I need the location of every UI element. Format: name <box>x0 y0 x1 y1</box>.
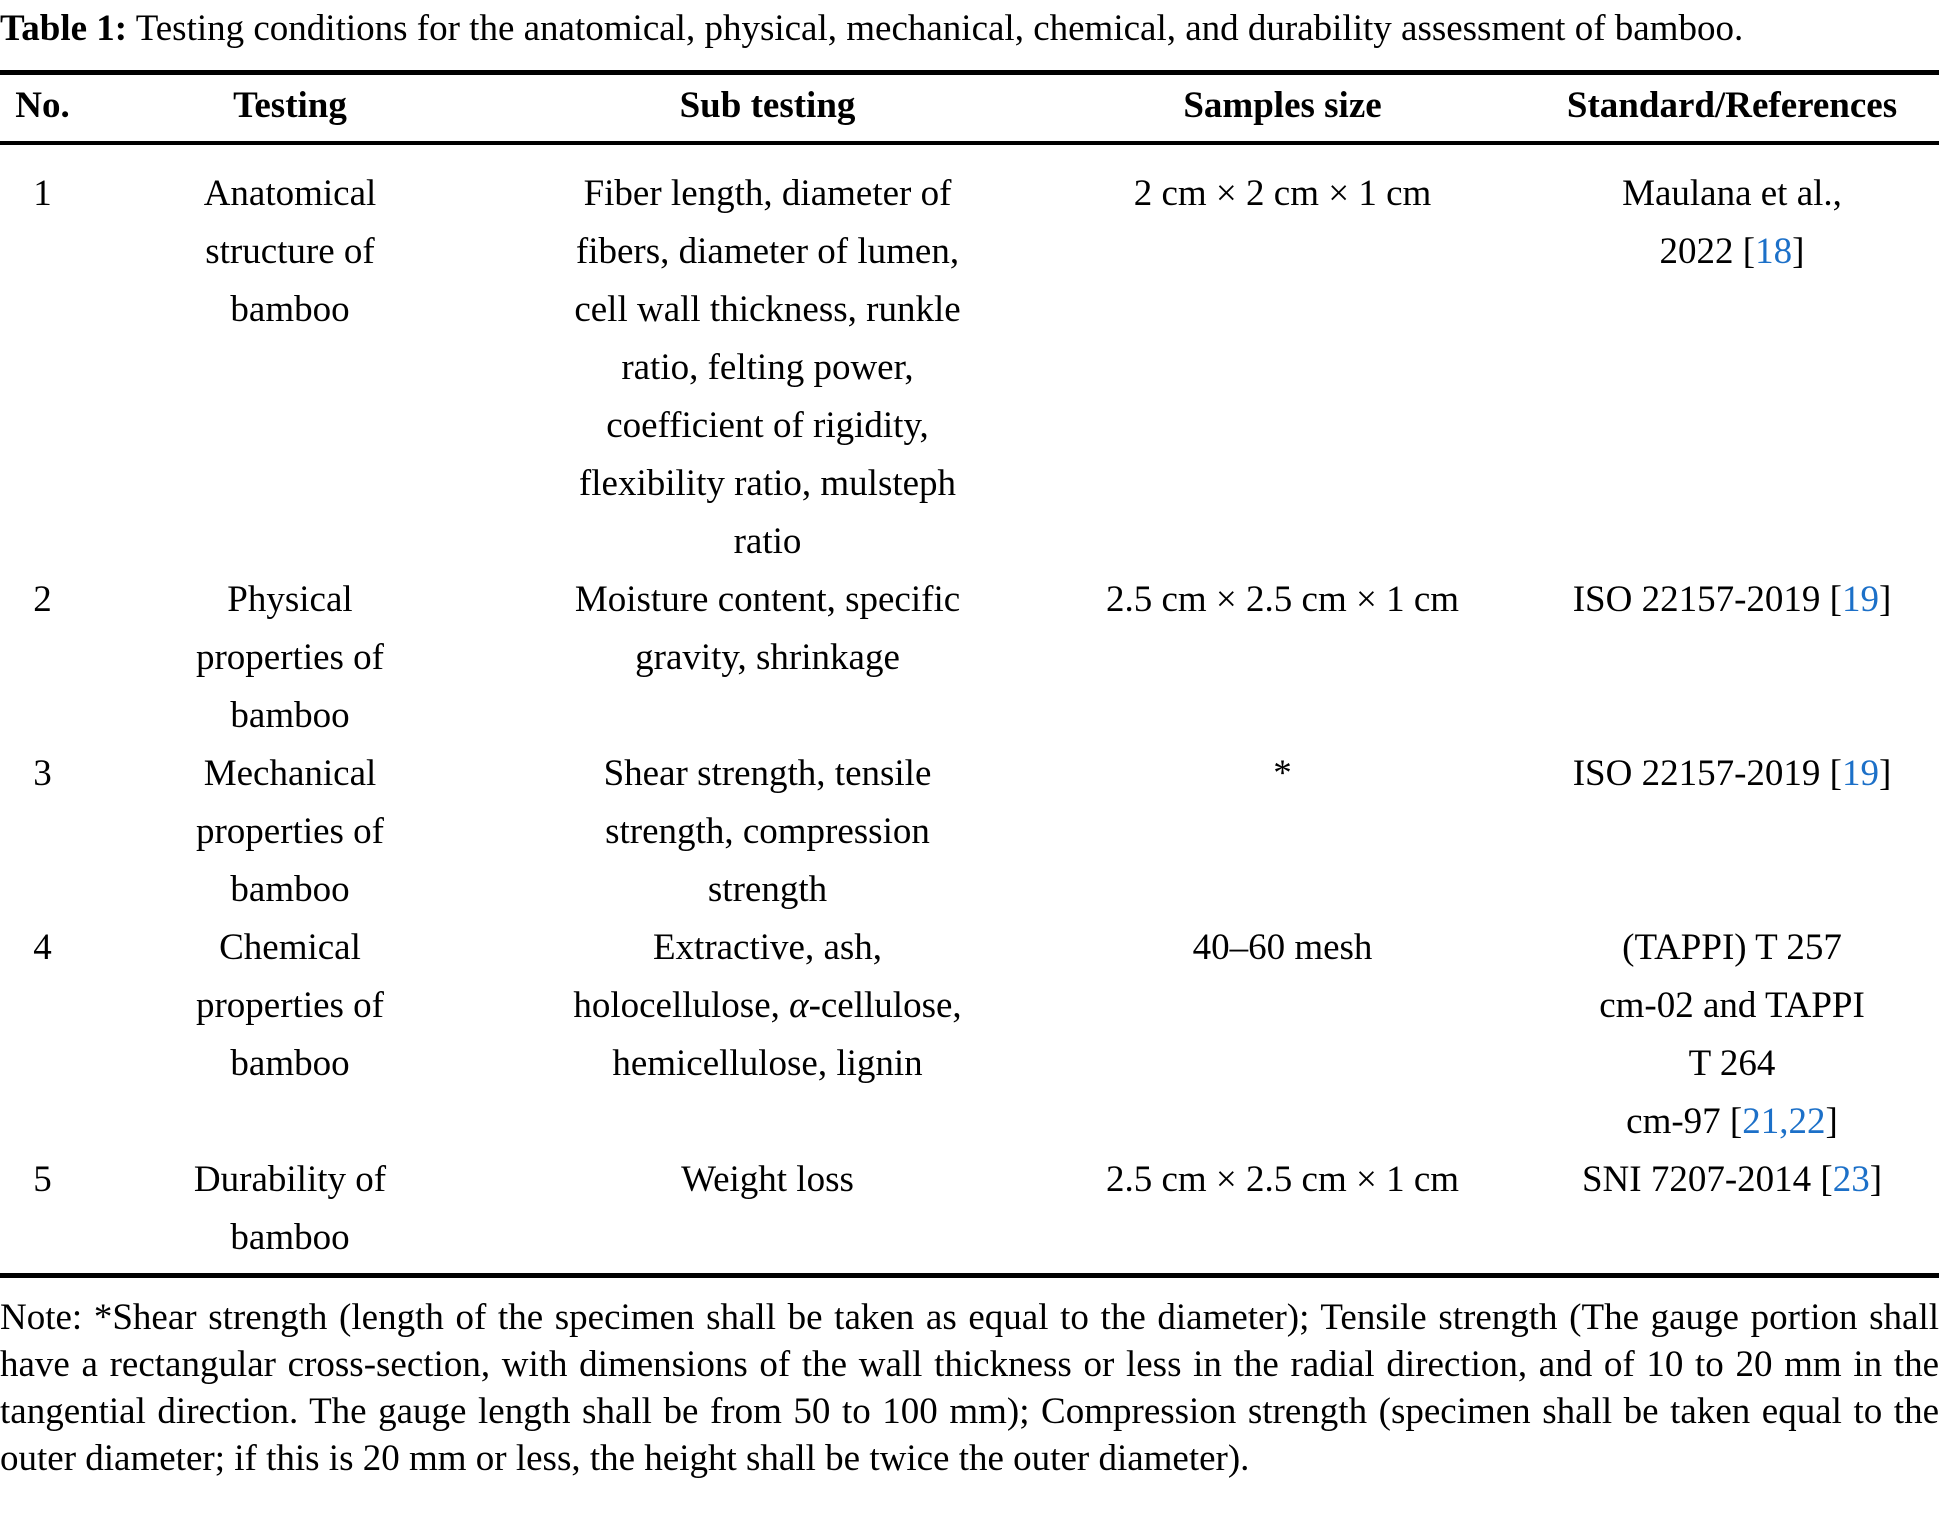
col-header-no: No. <box>0 73 85 144</box>
table-row <box>0 571 1939 745</box>
cell-line <box>499 745 1036 803</box>
cell-text: ] <box>1792 231 1805 272</box>
citation-link[interactable]: 23 <box>1832 1159 1870 1200</box>
cell-text: strength, compression <box>605 811 930 852</box>
cell-line <box>89 1035 491 1093</box>
cell-text: Fiber length, diameter of <box>583 173 952 214</box>
cell-text: Chemical <box>219 927 361 968</box>
cell-text: ratio, felting power, <box>621 347 914 388</box>
cell-testing <box>85 571 495 745</box>
citation-link[interactable]: 21,22 <box>1742 1101 1826 1142</box>
cell-line <box>499 629 1036 687</box>
citation-link[interactable]: 18 <box>1755 231 1793 272</box>
table-row <box>0 143 1939 571</box>
cell-line <box>499 919 1036 977</box>
cell-samples-size: 2.5 cm × 2.5 cm × 1 cm <box>1105 1159 1460 1200</box>
cell-line <box>89 629 491 687</box>
data-table <box>0 70 1939 1278</box>
cell-line <box>499 803 1036 861</box>
cell-line <box>89 281 491 339</box>
cell-line <box>499 339 1036 397</box>
cell-text: ISO 22157-2019 [ <box>1572 579 1842 620</box>
cell-standard-references <box>1525 919 1939 1151</box>
col-header-standard-references: Standard/References <box>1525 73 1939 144</box>
table-row <box>0 919 1939 1151</box>
cell-text: -cellulose, <box>808 985 962 1026</box>
cell-text: hemicellulose, lignin <box>612 1043 923 1084</box>
cell-text: ratio <box>733 521 802 562</box>
cell-line <box>89 571 491 629</box>
cell-standard-references <box>1525 143 1939 571</box>
cell-text: bamboo <box>230 695 350 736</box>
cell-line <box>89 223 491 281</box>
cell-text: T 264 <box>1688 1043 1776 1084</box>
cell-text: bamboo <box>230 1043 350 1084</box>
cell-sub-testing <box>495 1151 1040 1276</box>
cell-text: Anatomical <box>203 173 377 214</box>
cell-line <box>1529 919 1935 977</box>
cell-line <box>499 455 1036 513</box>
cell-text: Shear strength, tensile <box>603 753 932 794</box>
cell-line <box>89 861 491 919</box>
cell-line <box>499 281 1036 339</box>
cell-line <box>89 919 491 977</box>
cell-sub-testing <box>495 745 1040 919</box>
cell-line <box>499 1151 1036 1209</box>
cell-text: ] <box>1878 753 1892 794</box>
table-row <box>0 745 1939 919</box>
cell-no: 5 <box>33 1159 52 1200</box>
cell-testing <box>85 1151 495 1276</box>
cell-line <box>1529 745 1935 803</box>
cell-line <box>89 977 491 1035</box>
cell-line <box>89 165 491 223</box>
cell-text: Physical <box>227 579 353 620</box>
cell-text: bamboo <box>230 869 350 910</box>
cell-text: properties of <box>195 985 385 1026</box>
table-caption-text: Testing conditions for the anatomical, physical, mechanical, chemical, and durability assessment of bamboo. <box>135 8 1744 49</box>
cell-sub-testing <box>495 919 1040 1151</box>
cell-text: bamboo <box>230 289 350 330</box>
cell-line <box>1529 165 1935 223</box>
header-row <box>0 73 1939 144</box>
cell-no: 1 <box>33 173 52 214</box>
cell-text: (TAPPI) T 257 <box>1622 927 1842 968</box>
cell-text: flexibility ratio, mulsteph <box>578 463 957 504</box>
cell-text: properties of <box>195 637 385 678</box>
cell-standard-references <box>1525 571 1939 745</box>
cell-text: holocellulose, <box>573 985 790 1026</box>
cell-line <box>89 745 491 803</box>
cell-samples-size: 2.5 cm × 2.5 cm × 1 cm <box>1105 579 1460 620</box>
cell-text: 2022 [ <box>1659 231 1756 272</box>
cell-samples-size: * <box>1273 753 1292 794</box>
cell-no: 4 <box>33 927 52 968</box>
cell-line <box>499 223 1036 281</box>
cell-text: strength <box>707 869 828 910</box>
cell-text: Mechanical <box>203 753 377 794</box>
cell-line <box>499 1035 1036 1093</box>
cell-line <box>1529 1035 1935 1093</box>
cell-line <box>1529 571 1935 629</box>
cell-sub-testing <box>495 143 1040 571</box>
cell-line <box>499 165 1036 223</box>
table-caption-label: Table 1: <box>0 8 128 49</box>
cell-text: α <box>789 985 809 1026</box>
cell-samples-size: 2 cm × 2 cm × 1 cm <box>1133 173 1432 214</box>
cell-text: gravity, shrinkage <box>635 637 900 678</box>
cell-no: 2 <box>33 579 52 620</box>
cell-standard-references <box>1525 1151 1939 1276</box>
cell-text: ] <box>1869 1159 1883 1200</box>
cell-text: ISO 22157-2019 [ <box>1572 753 1842 794</box>
cell-text: cell wall thickness, runkle <box>574 289 961 330</box>
citation-link[interactable]: 19 <box>1841 579 1879 620</box>
cell-text: properties of <box>195 811 385 852</box>
table-note: Note: *Shear strength (length of the specimen shall be taken as equal to the diameter); Tensile strength (The gauge portion shall have a rectangular cross-section, with dimensions of the wall thickness or less in the radial direction, and of 10 to 20 mm in the tangential direction. The gauge length shall be from 50 to 100 mm); Compression strength (specimen shall be taken equal to the outer diameter; if this is 20 mm or less, the height shall be twice the outer diameter). <box>0 1297 1939 1479</box>
cell-text: cm-02 and TAPPI <box>1599 985 1865 1026</box>
cell-no: 3 <box>33 753 52 794</box>
cell-text: Extractive, ash, <box>652 927 883 968</box>
table-caption <box>0 6 1939 52</box>
cell-testing <box>85 745 495 919</box>
col-header-samples-size: Samples size <box>1040 73 1525 144</box>
cell-text: Durability of <box>193 1159 387 1200</box>
cell-text: fibers, diameter of lumen, <box>575 231 960 272</box>
cell-line <box>89 1151 491 1209</box>
cell-line <box>499 571 1036 629</box>
cell-line <box>1529 1151 1935 1209</box>
cell-text: bamboo <box>230 1217 350 1258</box>
citation-link[interactable]: 19 <box>1841 753 1879 794</box>
cell-line <box>1529 1093 1935 1151</box>
cell-line <box>1529 977 1935 1035</box>
cell-testing <box>85 143 495 571</box>
cell-text: Maulana et al., <box>1622 173 1842 214</box>
table-row <box>0 1151 1939 1276</box>
cell-samples-size: 40–60 mesh <box>1192 927 1373 968</box>
cell-text: ] <box>1825 1101 1838 1142</box>
cell-line <box>1529 223 1935 281</box>
cell-text: ] <box>1878 579 1892 620</box>
cell-line <box>89 1209 491 1267</box>
cell-line <box>499 513 1036 571</box>
cell-line <box>499 861 1036 919</box>
cell-line <box>499 397 1036 455</box>
cell-sub-testing <box>495 571 1040 745</box>
cell-text: coefficient of rigidity, <box>606 405 929 446</box>
cell-text: Moisture content, specific <box>574 579 961 620</box>
cell-text: SNI 7207-2014 [ <box>1581 1159 1833 1200</box>
col-header-testing: Testing <box>85 73 495 144</box>
cell-testing <box>85 919 495 1151</box>
cell-text: structure of <box>205 231 375 272</box>
cell-text: cm-97 [ <box>1626 1101 1743 1142</box>
cell-line <box>499 977 1036 1035</box>
col-header-sub-testing: Sub testing <box>495 73 1040 144</box>
cell-text: Weight loss <box>681 1159 854 1200</box>
cell-standard-references <box>1525 745 1939 919</box>
cell-line <box>89 687 491 745</box>
cell-line <box>89 803 491 861</box>
